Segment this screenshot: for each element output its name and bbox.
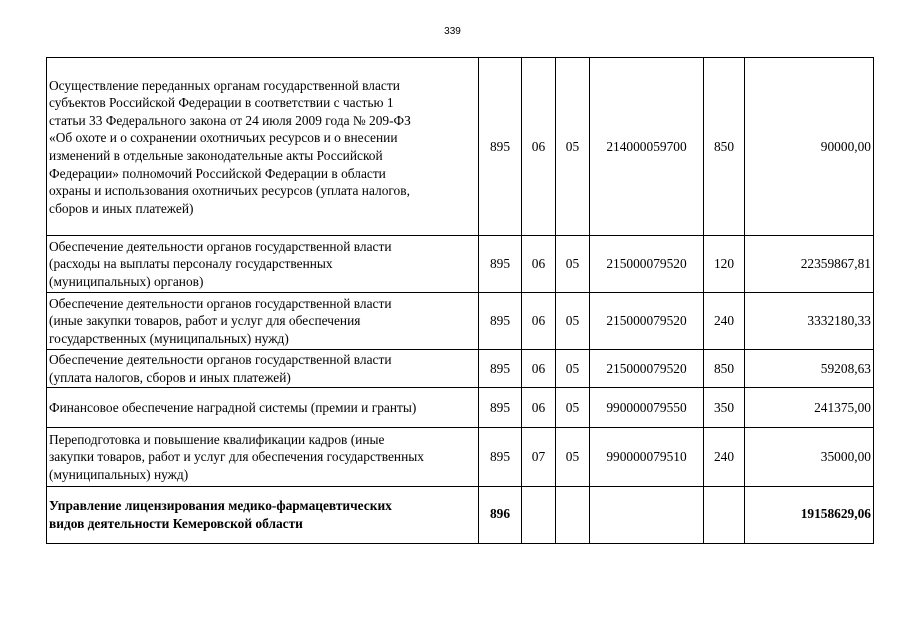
target-article-code: 990000079510 bbox=[590, 428, 704, 487]
amount: 59208,63 bbox=[745, 350, 874, 388]
target-article-code: 214000059700 bbox=[590, 58, 704, 236]
description-line: Финансовое обеспечение наградной системы (премии и гранты) bbox=[49, 399, 417, 415]
row-description bbox=[47, 388, 479, 428]
subsection-code bbox=[556, 487, 590, 544]
row-description bbox=[47, 428, 479, 487]
subsection-code: 05 bbox=[556, 58, 590, 236]
table-row bbox=[47, 350, 874, 388]
description-line: изменений в отдельные законодательные акты Российской bbox=[49, 148, 383, 163]
subsection-code: 05 bbox=[556, 350, 590, 388]
ministry-code: 895 bbox=[479, 428, 522, 487]
amount: 35000,00 bbox=[745, 428, 874, 487]
section-code: 07 bbox=[522, 428, 556, 487]
target-article-code: 215000079520 bbox=[590, 236, 704, 293]
table-row bbox=[47, 428, 874, 487]
section-code: 06 bbox=[522, 388, 556, 428]
description-line: охраны и использования охотничьих ресурсов (уплата налогов, bbox=[49, 183, 410, 199]
target-article-code: 215000079520 bbox=[590, 350, 704, 388]
description-line: закупки товаров, работ и услуг для обеспечения государственных bbox=[49, 449, 424, 465]
description-line: «Об охоте и о сохранении охотничьих ресурсов и о внесении bbox=[49, 130, 398, 146]
ministry-code: 895 bbox=[479, 388, 522, 428]
table-row bbox=[47, 236, 874, 293]
amount: 241375,00 bbox=[745, 388, 874, 428]
target-article-code: 990000079550 bbox=[590, 388, 704, 428]
ministry-code: 896 bbox=[479, 487, 522, 544]
description-line: статьи 33 Федерального закона от 24 июля 2009 года № 209-ФЗ bbox=[49, 112, 411, 128]
description-line: Обеспечение деятельности органов государственной власти bbox=[49, 351, 392, 367]
ministry-code: 895 bbox=[479, 58, 522, 236]
table-row bbox=[47, 388, 874, 428]
description-line: видов деятельности Кемеровской области bbox=[49, 516, 303, 531]
row-description bbox=[47, 350, 479, 388]
description-line: Федерации» полномочий Российской Федерации в области bbox=[49, 165, 386, 181]
subsection-code: 05 bbox=[556, 293, 590, 350]
ministry-code: 895 bbox=[479, 236, 522, 293]
amount: 3332180,33 bbox=[745, 293, 874, 350]
expense-type-code: 350 bbox=[704, 388, 745, 428]
subsection-code: 05 bbox=[556, 236, 590, 293]
page-number: 339 bbox=[444, 26, 461, 37]
subsection-code: 05 bbox=[556, 428, 590, 487]
expense-type-code: 120 bbox=[704, 236, 745, 293]
target-article-code: 215000079520 bbox=[590, 293, 704, 350]
row-description bbox=[47, 293, 479, 350]
subsection-code: 05 bbox=[556, 388, 590, 428]
row-description bbox=[47, 487, 479, 544]
amount: 90000,00 bbox=[745, 58, 874, 236]
ministry-code: 895 bbox=[479, 293, 522, 350]
description-line: Переподготовка и повышение квалификации кадров (иные bbox=[49, 431, 385, 447]
description-line: сборов и иных платежей) bbox=[49, 200, 194, 216]
target-article-code bbox=[590, 487, 704, 544]
description-line: (уплата налогов, сборов и иных платежей) bbox=[49, 369, 291, 385]
description-line: Осуществление переданных органам государственной власти bbox=[49, 77, 400, 93]
section-code: 06 bbox=[522, 350, 556, 388]
row-description bbox=[47, 58, 479, 236]
description-line: Обеспечение деятельности органов государственной власти bbox=[49, 238, 392, 254]
section-code bbox=[522, 487, 556, 544]
description-line: Управление лицензирования медико-фармацевтических bbox=[49, 498, 392, 514]
table-row bbox=[47, 487, 874, 544]
amount: 19158629,06 bbox=[745, 487, 874, 544]
section-code: 06 bbox=[522, 58, 556, 236]
description-line: государственных (муниципальных) нужд) bbox=[49, 330, 289, 346]
expense-type-code: 240 bbox=[704, 428, 745, 487]
description-line: (расходы на выплаты персоналу государственных bbox=[49, 256, 333, 272]
table-row bbox=[47, 58, 874, 236]
budget-table bbox=[46, 57, 874, 544]
table-row bbox=[47, 293, 874, 350]
description-line: (муниципальных) нужд) bbox=[49, 466, 189, 482]
expense-type-code bbox=[704, 487, 745, 544]
expense-type-code: 850 bbox=[704, 350, 745, 388]
section-code: 06 bbox=[522, 293, 556, 350]
description-line: субъектов Российской Федерации в соответствии с частью 1 bbox=[49, 95, 394, 111]
description-line: (муниципальных) органов) bbox=[49, 273, 204, 289]
amount: 22359867,81 bbox=[745, 236, 874, 293]
expense-type-code: 850 bbox=[704, 58, 745, 236]
expense-type-code: 240 bbox=[704, 293, 745, 350]
row-description bbox=[47, 236, 479, 293]
description-line: Обеспечение деятельности органов государственной власти bbox=[49, 295, 392, 311]
description-line: (иные закупки товаров, работ и услуг для обеспечения bbox=[49, 313, 361, 329]
section-code: 06 bbox=[522, 236, 556, 293]
ministry-code: 895 bbox=[479, 350, 522, 388]
